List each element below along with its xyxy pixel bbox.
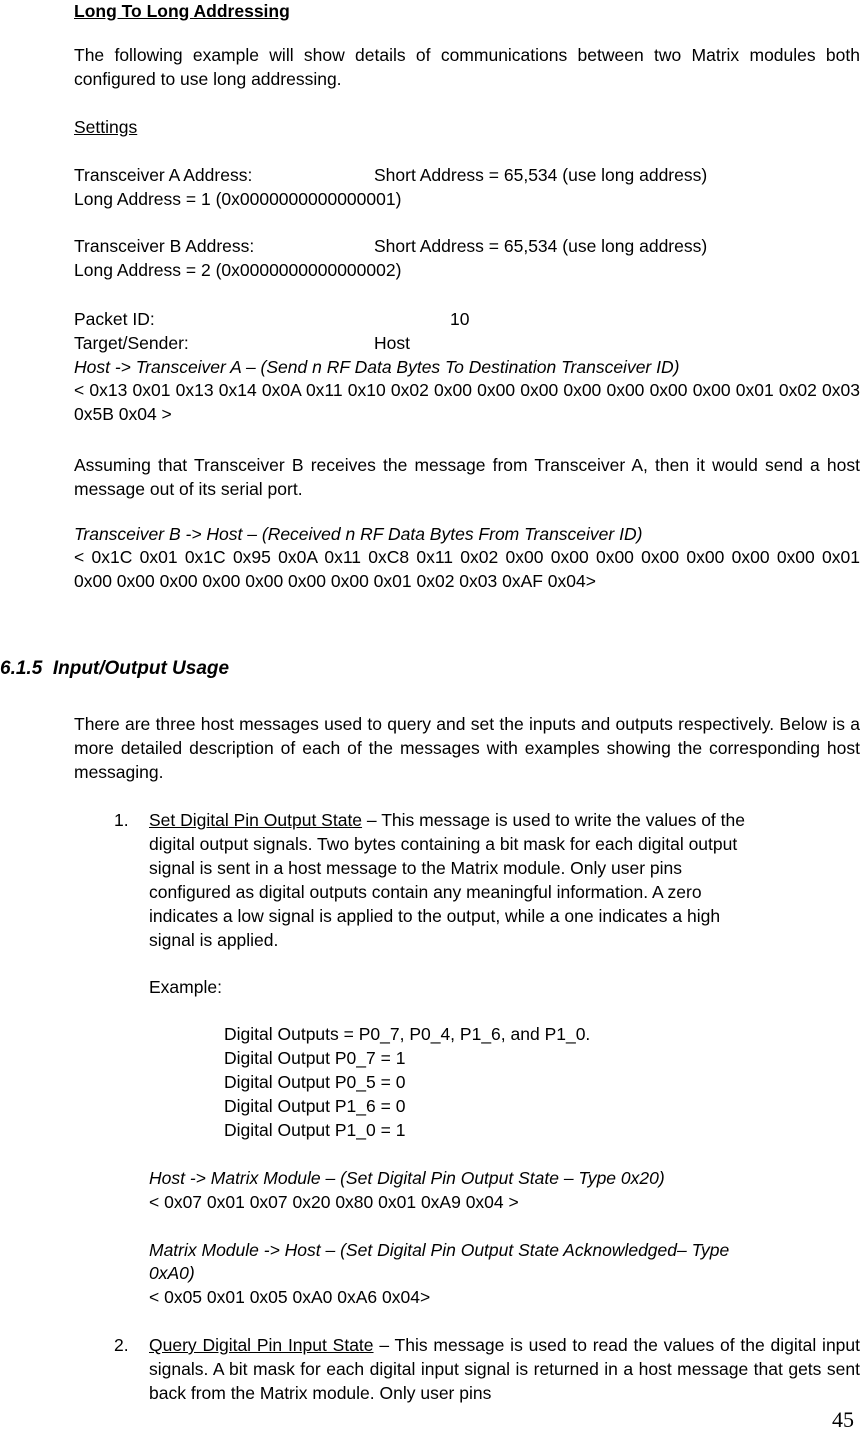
host-to-a-bytes: < 0x13 0x01 0x13 0x14 0x0A 0x11 0x10 0x02 0x00 0x00 0x00 0x00 0x00 0x00 0x00 0x01 0x02 0x03 0x5B 0x04 > — [74, 380, 860, 424]
target-sender-label: Target/Sender: — [74, 333, 189, 353]
example-line: Digital Output P0_5 = 0 — [224, 1072, 406, 1092]
example-line: Digital Output P1_6 = 0 — [224, 1096, 406, 1116]
trans-a-label: Transceiver A Address: — [74, 165, 253, 185]
trans-b-label: Transceiver B Address: — [74, 236, 255, 256]
trans-a-short: Short Address = 65,534 (use long address) — [374, 165, 708, 185]
item2-title: Query Digital Pin Input State — [149, 1335, 374, 1355]
section-title: Input/Output Usage — [52, 658, 230, 679]
host-to-matrix-bytes: < 0x07 0x01 0x07 0x20 0x80 0x01 0xA9 0x04 > — [149, 1192, 519, 1212]
io-intro-paragraph: There are three host messages used to query and set the inputs and outputs respectively. Below is a more detailed description of each of the messages with examples showing the corresponding host messaging. — [74, 714, 860, 782]
host-to-a-caption: Host -> Transceiver A – (Send n RF Data Bytes To Destination Transceiver ID) — [74, 357, 680, 377]
item1-desc-line: configured as digital outputs contain any meaningful information. A zero — [149, 882, 702, 902]
matrix-to-host-caption-cont: 0xA0) — [149, 1263, 195, 1283]
item1-title: Set Digital Pin Output State — [149, 810, 363, 830]
item1-line-1 — [149, 809, 745, 831]
trans-a-long: Long Address = 1 (0x0000000000000001) — [74, 189, 402, 209]
example-label: Example: — [149, 977, 222, 997]
heading-long-to-long: Long To Long Addressing — [74, 1, 290, 21]
example-line: Digital Output P0_7 = 1 — [224, 1048, 406, 1068]
intro-paragraph: The following example will show details of communications between two Matrix modules both configured to use long addressing. — [74, 45, 860, 89]
settings-heading: Settings — [74, 117, 138, 137]
packet-id-value: 10 — [450, 309, 470, 329]
target-sender-value: Host — [374, 333, 410, 353]
item1-desc-line: signal is sent in a host message to the Matrix module. Only user pins — [149, 858, 683, 878]
matrix-to-host-bytes: < 0x05 0x01 0x05 0xA0 0xA6 0x04> — [149, 1287, 431, 1307]
b-to-host-caption: Transceiver B -> Host – (Received n RF Data Bytes From Transceiver ID) — [74, 524, 643, 544]
matrix-to-host-caption: Matrix Module -> Host – (Set Digital Pin Output State Acknowledged– Type — [149, 1240, 730, 1260]
trans-b-long: Long Address = 2 (0x0000000000000002) — [74, 260, 402, 280]
example-line: Digital Output P1_0 = 1 — [224, 1120, 406, 1140]
b-to-host-bytes: < 0x1C 0x01 0x1C 0x95 0x0A 0x11 0xC8 0x11 0x02 0x00 0x00 0x00 0x00 0x00 0x00 0x00 0x01 0x00 0x00 0x00 0x00 0x00 0x00 0x00 0x01 0x02 0x03 0xAF 0x04> — [74, 547, 860, 591]
item1-desc-line: digital output signals. Two bytes containing a bit mask for each digital output — [149, 834, 738, 854]
section-number: 6.1.5 — [0, 658, 43, 679]
section-heading — [0, 658, 229, 680]
trans-b-short: Short Address = 65,534 (use long address) — [374, 236, 708, 256]
assuming-paragraph: Assuming that Transceiver B receives the message from Transceiver A, then it would send a host message out of its serial port. — [74, 455, 860, 499]
example-line: Digital Outputs = P0_7, P0_4, P1_6, and P1_0. — [224, 1024, 591, 1044]
item1-desc-line: signal is applied. — [149, 930, 279, 950]
item2-paragraph — [149, 1333, 860, 1405]
item2-desc: – This message is used to read the values of the digital input signals. A bit mask for each digital input signal is returned in a host message that gets sent back from the Matrix module. Only user pins — [149, 1335, 861, 1403]
item1-desc-line: – This message is used to write the values of the — [362, 810, 745, 830]
item2-number: 2. — [114, 1335, 129, 1355]
page-number: 45 — [832, 1407, 854, 1432]
host-to-matrix-caption: Host -> Matrix Module – (Set Digital Pin Output State – Type 0x20) — [149, 1168, 665, 1188]
packet-id-label: Packet ID: — [74, 309, 155, 329]
item1-number: 1. — [114, 810, 129, 830]
item1-desc-line: indicates a low signal is applied to the output, while a one indicates a high — [149, 906, 721, 926]
